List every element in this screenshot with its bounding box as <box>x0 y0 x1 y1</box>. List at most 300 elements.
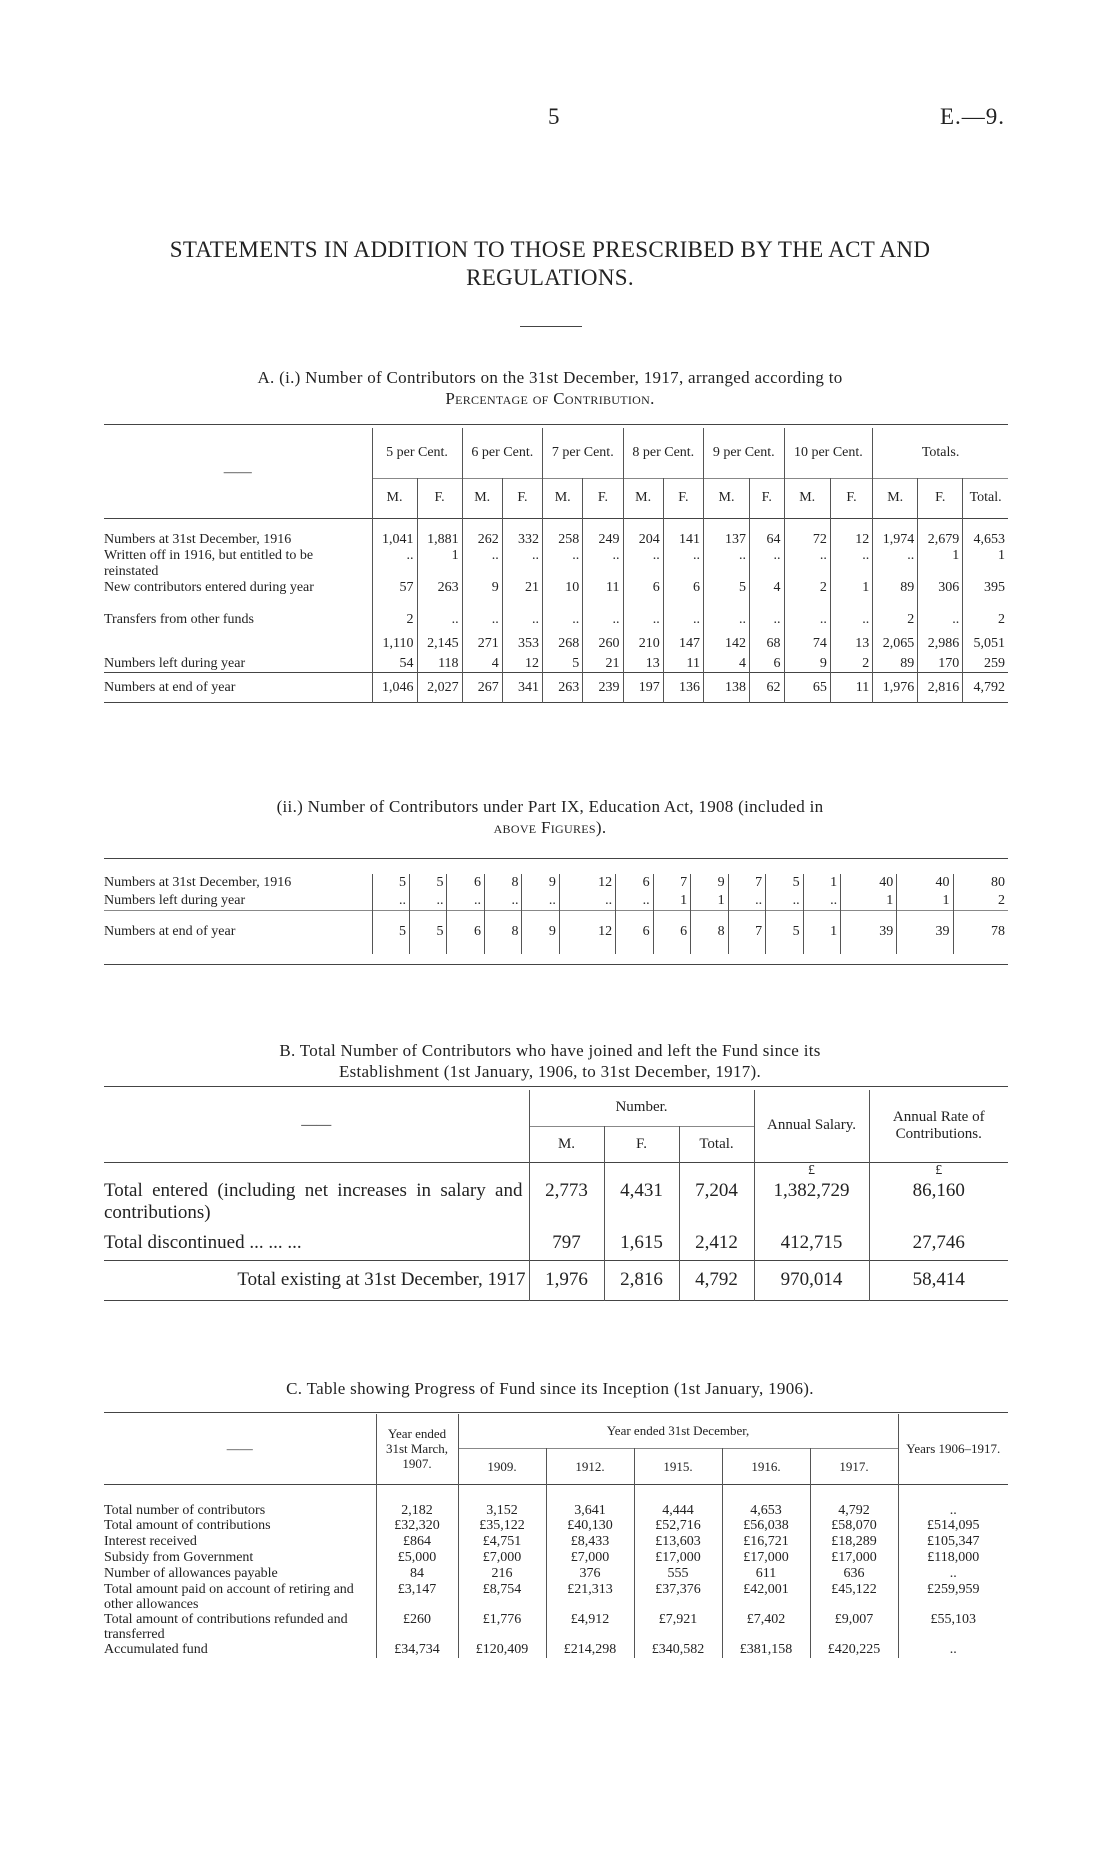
cell-value: 5 <box>372 910 409 954</box>
cell-value: .. <box>898 1566 1008 1582</box>
cell-value: £4,912 <box>546 1612 634 1642</box>
cell-value: 5 <box>766 910 803 954</box>
cell-value: £16,721 <box>722 1534 810 1550</box>
cell-value: £514,095 <box>898 1518 1008 1534</box>
cell-value: £45,122 <box>810 1582 898 1612</box>
cell-value: 3,152 <box>458 1484 546 1518</box>
cell-value: £35,122 <box>458 1518 546 1534</box>
cell-value: 2,816 <box>918 673 963 703</box>
cell-value: .. <box>583 548 623 580</box>
cell-value: 2 <box>953 892 1008 910</box>
cell-value: 8 <box>484 874 521 892</box>
cell-value: .. <box>583 612 623 636</box>
cell-value: 57 <box>372 580 417 612</box>
row-label: Subsidy from Government <box>104 1550 254 1565</box>
section-b-title <box>80 1040 1020 1082</box>
cell-value: 395 <box>963 580 1008 612</box>
cell-value: .. <box>803 892 840 910</box>
cell-value: 54 <box>372 656 417 673</box>
cell-value: .. <box>616 892 653 910</box>
cell-value: £259,959 <box>898 1582 1008 1612</box>
cell-value: 332 <box>502 518 542 548</box>
table-row <box>104 1534 1008 1550</box>
cell-value: .. <box>623 548 663 580</box>
table-row <box>104 874 1008 892</box>
cell-value: .. <box>898 1484 1008 1518</box>
cell-value: 1 <box>830 580 872 612</box>
cell-value: .. <box>873 548 918 580</box>
cell-value: 6 <box>653 910 690 954</box>
subheader-8: M. <box>704 478 750 518</box>
subheader-7: F. <box>663 478 703 518</box>
cell-value: 341 <box>502 673 542 703</box>
cell-value: 2,065 <box>873 636 918 656</box>
cell-value: 8 <box>484 910 521 954</box>
cell-value: £52,716 <box>634 1518 722 1534</box>
cell-value: 40 <box>897 874 953 892</box>
cell-value: 142 <box>704 636 750 656</box>
cell-value: 1 <box>803 874 840 892</box>
cell-value: 118 <box>417 656 462 673</box>
table-row <box>104 636 1008 656</box>
cell-value: .. <box>447 892 484 910</box>
cell-f: 2,816 <box>604 1260 679 1300</box>
cell-value: 2,145 <box>417 636 462 656</box>
cell-value: £37,376 <box>634 1582 722 1612</box>
cell-value: 4,792 <box>810 1484 898 1518</box>
cell-value: £21,313 <box>546 1582 634 1612</box>
cell-value: 376 <box>546 1566 634 1582</box>
cell-value: 89 <box>873 580 918 612</box>
cell-value: 136 <box>663 673 703 703</box>
row-label: Accumulated fund <box>104 1642 208 1657</box>
cell-value: £7,000 <box>546 1550 634 1566</box>
cell-value: 267 <box>462 673 502 703</box>
cell-value: 258 <box>543 518 583 548</box>
subheader-6: M. <box>623 478 663 518</box>
cell-value: £381,158 <box>722 1642 810 1658</box>
cell-value: 2,182 <box>376 1484 458 1518</box>
row-label: Total amount paid on account of retiring and other allowances <box>104 1582 354 1612</box>
cell-value: £340,582 <box>634 1642 722 1658</box>
cell-value: 555 <box>634 1566 722 1582</box>
section-a2-title <box>80 796 1020 838</box>
document-reference: E.—9. <box>940 104 1006 129</box>
col-group-5: 5 per Cent. <box>372 428 462 478</box>
cell-value: 2 <box>372 612 417 636</box>
row-label: Written off in 1916, but entitled to be reinstated <box>104 548 314 579</box>
cell-value: 5 <box>409 910 446 954</box>
cell-value: .. <box>830 548 872 580</box>
subheader-11: F. <box>830 478 872 518</box>
cell-value: .. <box>417 612 462 636</box>
table-row <box>104 518 1008 548</box>
col-group-totals: Totals. <box>873 428 1008 478</box>
cell-value: £42,001 <box>722 1582 810 1612</box>
cell-value: £3,147 <box>376 1582 458 1612</box>
table-row <box>104 548 1008 580</box>
cell-value: 268 <box>543 636 583 656</box>
subheader-2: M. <box>462 478 502 518</box>
cell-value: £4,751 <box>458 1534 546 1550</box>
cell-value: .. <box>898 1642 1008 1658</box>
table-row <box>104 673 1008 703</box>
cell-value: 11 <box>830 673 872 703</box>
cell-value: 1 <box>803 910 840 954</box>
row-label: Total amount of contributions refunded and transferred <box>104 1612 348 1642</box>
cell-value: 5 <box>766 874 803 892</box>
subheader-10: M. <box>784 478 830 518</box>
table-row <box>104 1260 1008 1300</box>
cell-value: 1,976 <box>873 673 918 703</box>
cell-value: .. <box>409 892 446 910</box>
subheader-9: F. <box>750 478 785 518</box>
cell-value: 3,641 <box>546 1484 634 1518</box>
header-year-1915: 1915. <box>634 1448 722 1484</box>
header-annual-rate: Annual Rate of Contributions. <box>869 1090 1008 1162</box>
cell-value: .. <box>462 612 502 636</box>
table-row <box>104 1518 1008 1534</box>
cell-value: 9 <box>784 656 830 673</box>
cell-value: .. <box>728 892 765 910</box>
cell-salary: 970,014 <box>754 1260 869 1300</box>
cell-total: 7,204 <box>679 1180 754 1226</box>
cell-value: 4,653 <box>722 1484 810 1518</box>
cell-value: .. <box>543 612 583 636</box>
cell-value: 9 <box>522 910 559 954</box>
cell-value: 263 <box>543 673 583 703</box>
cell-value: 5 <box>372 874 409 892</box>
section-a-title-line-1: A. (i.) Number of Contributors on the 31st December, 1917, arranged according to <box>257 368 843 387</box>
cell-rate: 58,414 <box>869 1260 1008 1300</box>
cell-value: 260 <box>583 636 623 656</box>
cell-value: 21 <box>502 580 542 612</box>
cell-value: £8,433 <box>546 1534 634 1550</box>
header-year-1917: 1917. <box>810 1448 898 1484</box>
section-a-title-line-2: Percentage of Contribution. <box>445 389 655 408</box>
cell-value: £40,130 <box>546 1518 634 1534</box>
header-years-span: Years 1906–1917. <box>898 1414 1008 1484</box>
row-label <box>104 636 372 656</box>
cell-value: .. <box>766 892 803 910</box>
cell-value: .. <box>918 612 963 636</box>
section-a2-bottom-rule <box>104 964 1008 965</box>
cell-value: 262 <box>462 518 502 548</box>
cell-value: £7,402 <box>722 1612 810 1642</box>
cell-value: .. <box>784 548 830 580</box>
cell-value: 11 <box>583 580 623 612</box>
table-row <box>104 910 1008 954</box>
col-group-6: 6 per Cent. <box>462 428 542 478</box>
cell-value: 1 <box>963 548 1008 580</box>
row-label: Total discontinued ... ... ... <box>104 1231 302 1253</box>
cell-value: 2 <box>784 580 830 612</box>
cell-value: 7 <box>728 910 765 954</box>
cell-value: 2 <box>830 656 872 673</box>
table-row <box>104 892 1008 910</box>
cell-salary: 1,382,729 <box>754 1180 869 1226</box>
table-b <box>104 1090 1008 1301</box>
cell-value: 6 <box>616 874 653 892</box>
table-row <box>104 1550 1008 1566</box>
cell-value: £420,225 <box>810 1642 898 1658</box>
row-label: Numbers left during year <box>104 656 246 671</box>
cell-value: 249 <box>583 518 623 548</box>
row-label: New contributors entered during year <box>104 580 314 595</box>
cell-value: .. <box>750 548 785 580</box>
row-label: Transfers from other funds <box>104 612 254 627</box>
header-year-ended-dec: Year ended 31st December, <box>458 1414 898 1448</box>
cell-value: 271 <box>462 636 502 656</box>
section-a2-title-line-1: (ii.) Number of Contributors under Part IX, Education Act, 1908 (included in <box>276 797 824 816</box>
rate-currency: £ <box>869 1162 1008 1180</box>
row-label: Total existing at 31st December, 1917 <box>237 1269 526 1290</box>
cell-value: 10 <box>543 580 583 612</box>
cell-value: 1 <box>841 892 897 910</box>
cell-value: 4 <box>704 656 750 673</box>
cell-value: £7,921 <box>634 1612 722 1642</box>
table-row <box>104 1612 1008 1642</box>
cell-value: 306 <box>918 580 963 612</box>
cell-value: 204 <box>623 518 663 548</box>
subheader-12: M. <box>873 478 918 518</box>
col-group-7: 7 per Cent. <box>543 428 623 478</box>
cell-value: 1,110 <box>372 636 417 656</box>
cell-value: .. <box>372 548 417 580</box>
cell-value: 353 <box>502 636 542 656</box>
cell-value: £105,347 <box>898 1534 1008 1550</box>
section-a-top-rule <box>104 424 1008 425</box>
section-c-title: C. Table showing Progress of Fund since its Inception (1st January, 1906). <box>286 1379 814 1398</box>
title-divider <box>520 326 582 327</box>
cell-value: 13 <box>623 656 663 673</box>
cell-value: .. <box>704 548 750 580</box>
cell-value: 5 <box>543 656 583 673</box>
cell-value: 197 <box>623 673 663 703</box>
table-row <box>104 656 1008 673</box>
row-label: Total entered (including net increases in salary and contributions) <box>104 1180 523 1223</box>
cell-value: 138 <box>704 673 750 703</box>
header-m: M. <box>529 1126 604 1162</box>
cell-value: 2,986 <box>918 636 963 656</box>
row-label: Interest received <box>104 1534 197 1549</box>
cell-total: 4,792 <box>679 1260 754 1300</box>
section-c-top-rule <box>104 1412 1008 1413</box>
cell-value: 12 <box>559 874 615 892</box>
col-group-8: 8 per Cent. <box>623 428 703 478</box>
cell-rate: 27,746 <box>869 1226 1008 1260</box>
row-label: Numbers at 31st December, 1916 <box>104 532 292 547</box>
cell-value: 72 <box>784 518 830 548</box>
subheader-5: F. <box>583 478 623 518</box>
cell-value: 4 <box>462 656 502 673</box>
cell-value: .. <box>784 612 830 636</box>
table-row <box>104 1642 1008 1658</box>
cell-value: 80 <box>953 874 1008 892</box>
header-total: Total. <box>679 1126 754 1162</box>
cell-value: 65 <box>784 673 830 703</box>
cell-value: 6 <box>616 910 653 954</box>
cell-value: £58,070 <box>810 1518 898 1534</box>
cell-value: 7 <box>653 874 690 892</box>
cell-value: 259 <box>963 656 1008 673</box>
cell-value: 9 <box>462 580 502 612</box>
cell-value: 9 <box>522 874 559 892</box>
row-label: Numbers at 31st December, 1916 <box>104 875 292 890</box>
section-a2-top-rule <box>104 858 1008 859</box>
table-row <box>104 1226 1008 1260</box>
header-year-1916: 1916. <box>722 1448 810 1484</box>
table-c-stub-header: —— <box>226 1441 253 1457</box>
cell-value: 5 <box>704 580 750 612</box>
cell-value: 89 <box>873 656 918 673</box>
table-b-stub-header: —— <box>301 1117 332 1134</box>
subheader-1: F. <box>417 478 462 518</box>
cell-value: £32,320 <box>376 1518 458 1534</box>
cell-value: 1 <box>897 892 953 910</box>
cell-value: .. <box>502 548 542 580</box>
salary-currency: £ <box>754 1162 869 1180</box>
cell-value: £17,000 <box>634 1550 722 1566</box>
cell-value: 1,974 <box>873 518 918 548</box>
cell-value: 2,679 <box>918 518 963 548</box>
cell-value: .. <box>750 612 785 636</box>
section-b-title-line-2: Establishment (1st January, 1906, to 31st December, 1917). <box>338 1062 762 1081</box>
cell-value: 4 <box>750 580 785 612</box>
cell-value: 9 <box>691 874 728 892</box>
cell-value: £120,409 <box>458 1642 546 1658</box>
table-row <box>104 1582 1008 1612</box>
cell-f: 4,431 <box>604 1180 679 1226</box>
cell-value: 6 <box>447 910 484 954</box>
section-b-top-rule <box>104 1086 1008 1087</box>
cell-value: 1 <box>653 892 690 910</box>
cell-value: £34,734 <box>376 1642 458 1658</box>
cell-value: £864 <box>376 1534 458 1550</box>
cell-value: 4,444 <box>634 1484 722 1518</box>
cell-value: 62 <box>750 673 785 703</box>
cell-value: 239 <box>583 673 623 703</box>
cell-value: 216 <box>458 1566 546 1582</box>
cell-m: 2,773 <box>529 1180 604 1226</box>
cell-value: 68 <box>750 636 785 656</box>
cell-f: 1,615 <box>604 1226 679 1260</box>
subheader-4: M. <box>543 478 583 518</box>
cell-value: 7 <box>728 874 765 892</box>
cell-value: 2 <box>873 612 918 636</box>
cell-value: .. <box>502 612 542 636</box>
table-row <box>104 1566 1008 1582</box>
cell-value: 611 <box>722 1566 810 1582</box>
row-label: Total amount of contributions <box>104 1518 271 1533</box>
cell-value: 1 <box>417 548 462 580</box>
cell-value: 12 <box>559 910 615 954</box>
cell-value: 2,027 <box>417 673 462 703</box>
cell-value: 5 <box>409 874 446 892</box>
cell-m: 797 <box>529 1226 604 1260</box>
cell-salary: 412,715 <box>754 1226 869 1260</box>
cell-value: £7,000 <box>458 1550 546 1566</box>
table-row <box>104 1484 1008 1518</box>
row-label: Number of allowances payable <box>104 1566 278 1581</box>
row-label: Numbers at end of year <box>104 679 236 695</box>
cell-value: 64 <box>750 518 785 548</box>
main-title-line-2: REGULATIONS. <box>466 265 634 290</box>
table-row <box>104 612 1008 636</box>
main-title-line-1: STATEMENTS IN ADDITION TO THOSE PRESCRIBED BY THE ACT AND <box>169 237 931 262</box>
table-a2 <box>104 874 1008 954</box>
cell-value: 1 <box>918 548 963 580</box>
cell-value: 11 <box>663 656 703 673</box>
cell-value: 141 <box>663 518 703 548</box>
cell-value: .. <box>543 548 583 580</box>
cell-value: .. <box>372 892 409 910</box>
cell-value: .. <box>663 548 703 580</box>
col-group-9: 9 per Cent. <box>704 428 785 478</box>
row-label: Numbers at end of year <box>104 924 236 940</box>
subheader-3: F. <box>502 478 542 518</box>
cell-value: 40 <box>841 874 897 892</box>
cell-value: .. <box>462 548 502 580</box>
cell-value: 84 <box>376 1566 458 1582</box>
cell-value: 13 <box>830 636 872 656</box>
cell-value: .. <box>522 892 559 910</box>
cell-value: 263 <box>417 580 462 612</box>
cell-total: 2,412 <box>679 1226 754 1260</box>
cell-value: 636 <box>810 1566 898 1582</box>
row-label: Total number of contributors <box>104 1503 266 1518</box>
cell-value: 74 <box>784 636 830 656</box>
cell-value: 21 <box>583 656 623 673</box>
cell-value: 137 <box>704 518 750 548</box>
header-f: F. <box>604 1126 679 1162</box>
subheader-14: Total. <box>963 478 1008 518</box>
cell-value: .. <box>559 892 615 910</box>
cell-value: £55,103 <box>898 1612 1008 1642</box>
cell-m: 1,976 <box>529 1260 604 1300</box>
header-year-1912: 1912. <box>546 1448 634 1484</box>
table-a <box>104 428 1008 703</box>
page-number: 5 <box>548 104 560 129</box>
cell-value: £17,000 <box>810 1550 898 1566</box>
col-group-10: 10 per Cent. <box>784 428 873 478</box>
header-number: Number. <box>529 1090 754 1126</box>
section-b-title-line-1: B. Total Number of Contributors who have joined and left the Fund since its <box>279 1041 821 1060</box>
subheader-0: M. <box>372 478 417 518</box>
cell-value: 78 <box>953 910 1008 954</box>
cell-value: 6 <box>623 580 663 612</box>
cell-value: £118,000 <box>898 1550 1008 1566</box>
cell-value: 1,881 <box>417 518 462 548</box>
cell-value: 4,653 <box>963 518 1008 548</box>
header-year-1909: 1909. <box>458 1448 546 1484</box>
row-label: Numbers left during year <box>104 892 246 908</box>
cell-value: 6 <box>663 580 703 612</box>
cell-value: £214,298 <box>546 1642 634 1658</box>
cell-value: £17,000 <box>722 1550 810 1566</box>
cell-value: .. <box>663 612 703 636</box>
table-row <box>104 1180 1008 1226</box>
cell-value: 39 <box>897 910 953 954</box>
cell-value: £13,603 <box>634 1534 722 1550</box>
cell-value: 39 <box>841 910 897 954</box>
cell-rate: 86,160 <box>869 1180 1008 1226</box>
section-a2-title-line-2: above Figures). <box>493 818 607 837</box>
cell-value: .. <box>623 612 663 636</box>
cell-value: 5,051 <box>963 636 1008 656</box>
table-row <box>104 580 1008 612</box>
cell-value: £56,038 <box>722 1518 810 1534</box>
